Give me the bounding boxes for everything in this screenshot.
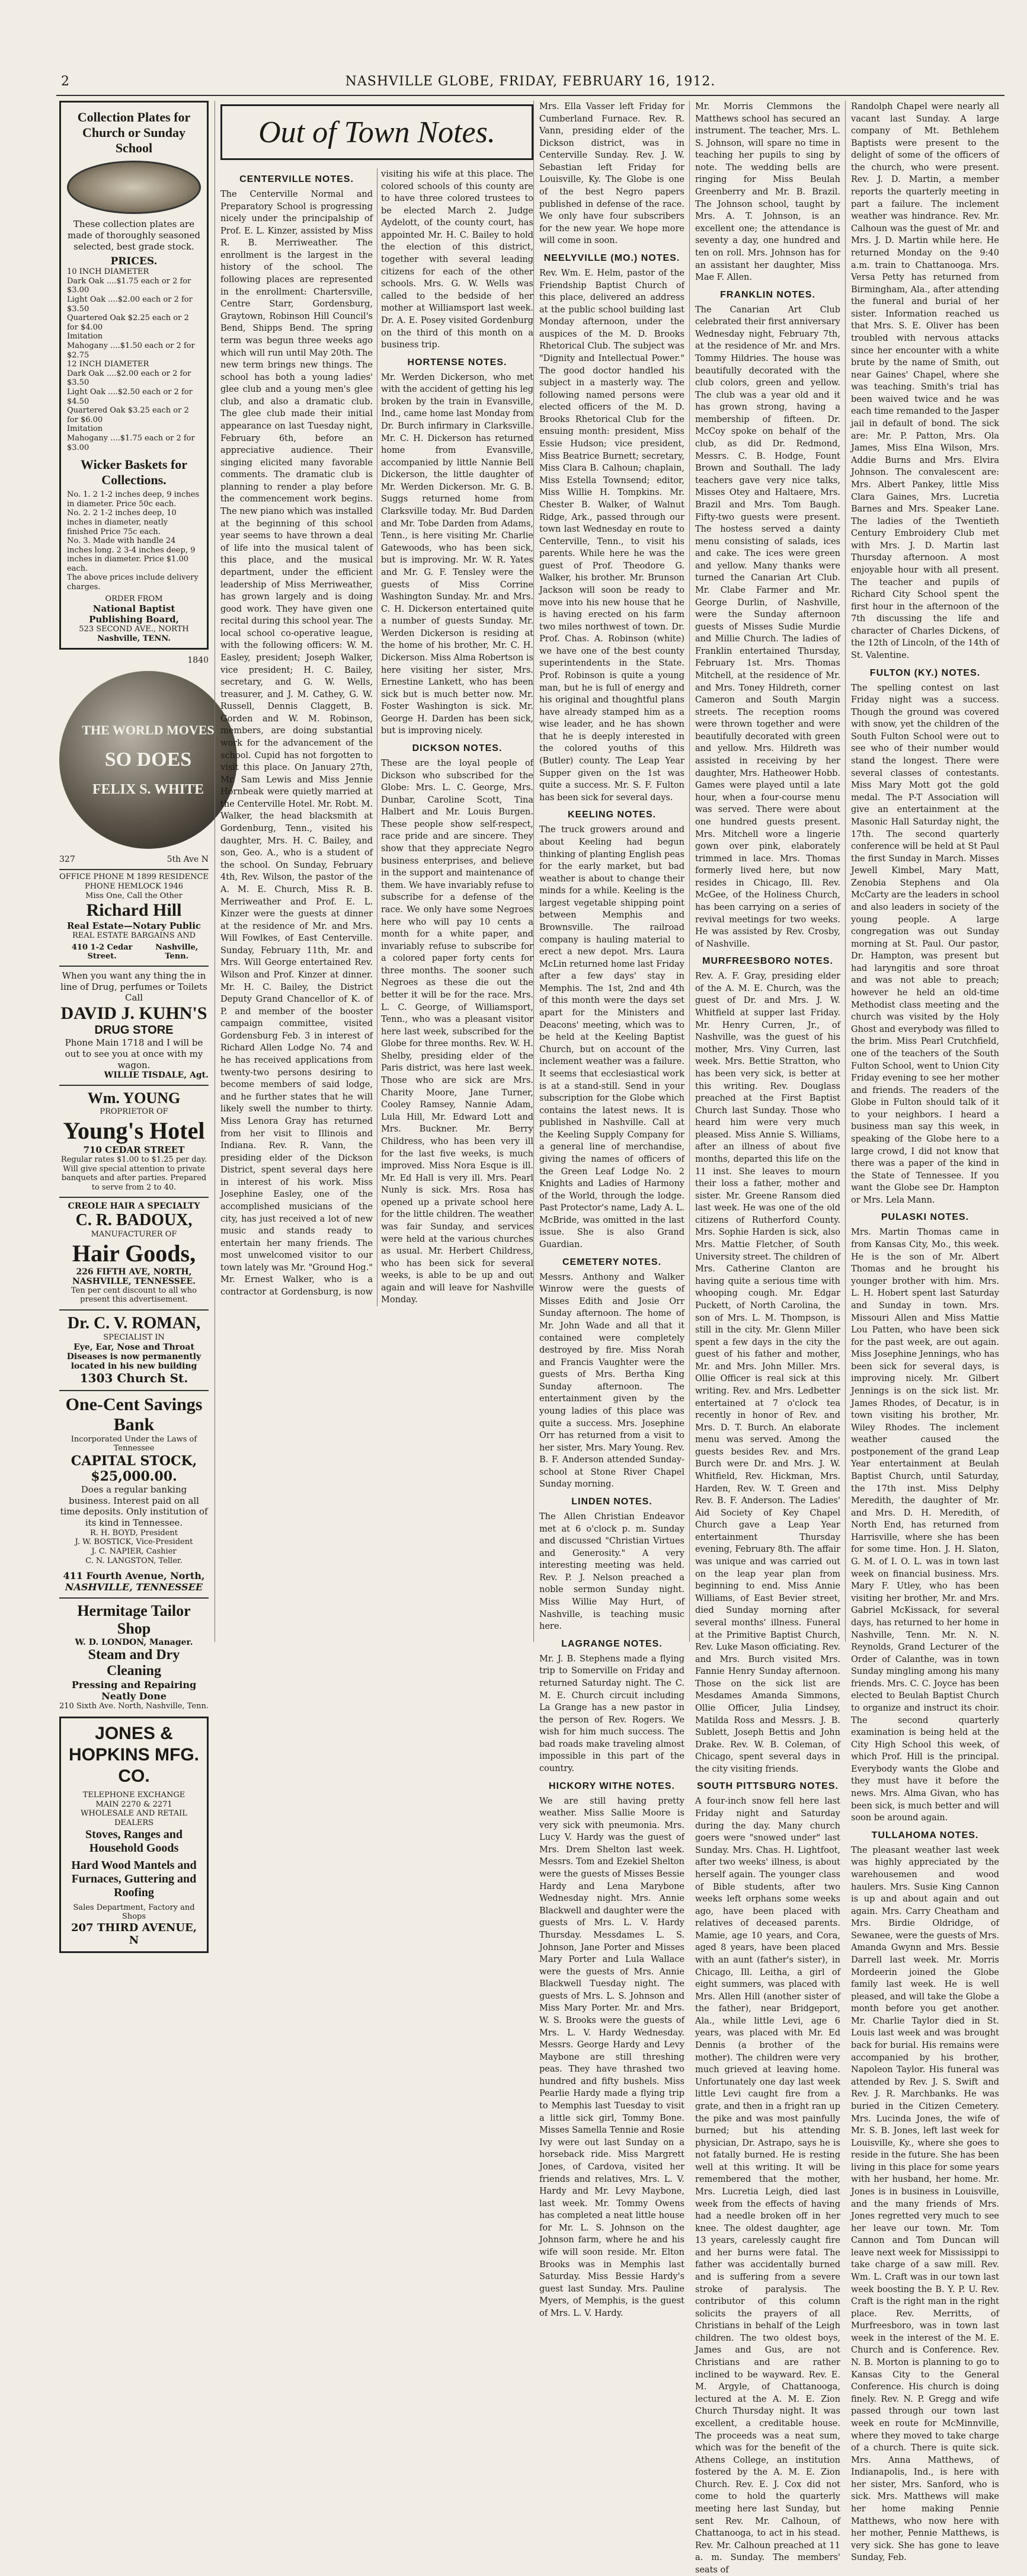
article-text: The Canarian Art Club celebrated their first anniversary Wednesday night, February 7th, at the residence of Mr. and Mrs. Tommy Hildries. The house was beautifully decorated with the club colors, green and yellow. The club was a year old and it has grown strong, having a membership of fifteen. Dr. McCoy spoke on behalf of the club, as did Dr. Redmond, Messrs. C. B. Hodge, Fount Brown and Southall. The lady teachers gave very nice talks, Misses Otey and Haltaere, Mrs. Brazil and Mrs. Tom Baugh. Fifty-two guests were present. The hostess served a dainty menu consisting of salads, ices and cake. The ices were green and yellow. Many thanks were turned the Canarian Art Club. Mr. Clabe Farmer and Mr. George Durlin, of Nashville, were the Sunday afternoon guests of Misses Sudie Murdie and Millie Church. The ladies of Franklin entertained Thursday, February 1st. Mrs. Thomas Mitchell, at the residence of Mr. and Mrs. Toney Hildreth, corner Cameron and South Margin streets. The reception rooms were thrown together and were beautifully decorated with green and yellow. Mrs. Hildreth was assisted in receiving by her daughter, Mrs. Hatheower Hobb. Games were played until a late hour, when a four-course menu was served. There were about one hundred guests present. Mrs. Mitchell wore a lingerie gown over pink, elaborately trimmed in lace. Mrs. Thomas formerly lived here, but now resides in Chicago, Ill. Rev. McGee, of the Holiness Church, has been carrying on a series of revival meetings for two weeks. He was assisted by Rev. Crosby, of Nashville. bbox=[695, 305, 840, 949]
basket-line: No. 3. Made with handle 24 inches long. 2 3-4 inches deep, 9 inches in diameter. Price $1.00 each. bbox=[67, 536, 196, 573]
hotel-name: Young's Hotel bbox=[63, 1117, 205, 1144]
order-from: ORDER FROM bbox=[105, 594, 163, 603]
youngs-hotel-ad bbox=[59, 1085, 209, 1192]
section-heading: PULASKI NOTES. bbox=[881, 1212, 970, 1223]
bank-banking: Does a regular banking business. Interest paid on all time deposits. Only institution of its kind in Tennessee. bbox=[60, 1484, 208, 1529]
price-line: Quartered Oak $3.25 each or 2 for $6.00 bbox=[67, 406, 189, 424]
masthead bbox=[56, 74, 1004, 91]
masthead-rule bbox=[56, 95, 1004, 96]
tailor-name: Hermitage Tailor Shop bbox=[77, 1602, 191, 1638]
section-heading: NEELYVILLE (MO.) NOTES. bbox=[543, 253, 680, 263]
price-line: 12 INCH DIAMETER bbox=[67, 360, 149, 369]
hill-name: Richard Hill bbox=[86, 900, 182, 921]
bank-officer: J. W. BOSTICK, Vice-President bbox=[75, 1538, 193, 1547]
section-heading: TULLAHOMA NOTES. bbox=[871, 1830, 979, 1840]
globe-year: 1840 bbox=[187, 656, 209, 666]
badoux-ad bbox=[59, 1197, 209, 1305]
jones-dealers: WHOLESALE AND RETAIL DEALERS bbox=[81, 1809, 187, 1827]
board-city: Nashville, TENN. bbox=[97, 634, 171, 643]
tailor-mgr: W. D. LONDON, Manager. bbox=[75, 1638, 193, 1648]
badoux-city: NASHVILLE, TENNESSEE. bbox=[72, 1276, 196, 1286]
plates-desc: These collection plates are made of thoroughly seasoned selected, best grade stock. bbox=[67, 219, 201, 252]
bank-city: NASHVILLE, TENNESSEE bbox=[65, 1581, 203, 1593]
article-text: A four-inch snow fell here last Friday night and Saturday during the day. Many church goers were "snowed under" last Sunday. Mrs. Chas. H. Lightfoot, after two weeks' illness, is about herself again. The younger class of Bible students, after two weeks left orphans some weeks ago, have been placed with relatives of deceased parents. Mamie, age 10 years, and Cora, aged 8 years, have been placed with an aunt (father's sister), in Chicago, Ill. Leitha, a girl of eight summers, was placed with Mrs. Allen Hill (another sister of the father), near Bridgeport, Ala., while little Levi, age 6 years, was placed with Mr. Ed Dennis (a brother of the mother). The children were very much grieved at leaving home. Unfortunately one day last week little Levi caught fire from a grate, and then in a fright ran up the pike and was most painfully burned; but his attending physician, Dr. Astrapo, says he is not fatally burned. He is resting well at this writing. It will be remembered that the mother, Mrs. Lucretia Leigh, died last week from the effects of having had a needle broken off in her knee. The oldest daughter, age 13 years, carelessly caught fire and her burns were fatal. The father was accidentally burned and is suffering from a severe stroke of paralysis. The contributor of this column solicits the prayers of all Christians in behalf of the Leigh children. The two oldest boys, James and Gus, are not Christians and are rather inclined to be wayward. Rev. E. M. Argyle, of Chattanooga, lectured at the A. M. E. Zion Church Thursday night. It was excellent, a creditable house. The proceeds was a neat sum, which was for the benefit of the Athens College, an institution fostered by the A. M. E. Zion Church. Rev. E. J. Cox did not come to hold the quarterly meeting here last Sunday, but sent Rev. Mr. Calhoun, of Chattanooga, to act in his stead. Rev. Mr. Calhoun preached at 11 a. m. Sunday. The members' seats of bbox=[695, 1797, 840, 2575]
article-text: Mr. Werden Dickerson, who met with the accident of getting his leg broken by the train in Evansville, Ind., came home last Monday from Dr. Burch infirmary in Clarksville. Mr. C. H. Dickerson has returned home from Evansville, accompanied by little Nannie Bell Dickerson, the little daughter of Mr. Werden Dickerson. Mr. G. B. Suggs returned home from Clarksville today. Mr. Bud Darden and Mr. Tobe Darden from Adams, Tenn., is here visiting Mr. Charlie Gatewoods, who has been sick, but is improving. Mr. W. R. Yates and Mr. G. F. Tensley were the guests of Miss Corrine Washington Sunday. Mr. and Mrs. C. H. Dickerson entertained quite a number of guests Sunday. Mr. Werden Dickerson is residing at the home of his brother, Mr. C. H. Dickerson. Miss Alma Robertson is here visiting her sister, Mrs. Ernestine Lankett, who has been sick but is much better now. Mr. Foster Washington is sick. Mr. George H. Darden has been sick, but is improving nicely. bbox=[381, 372, 533, 736]
news-column-6 bbox=[851, 101, 999, 2563]
section-heading: CEMETERY NOTES. bbox=[562, 1257, 662, 1267]
section-heading: MURFREESBORO NOTES. bbox=[702, 956, 833, 967]
basket-line: No. 2. 2 1-2 inches deep, 10 inches in diameter, neatly finished Price 75c each. bbox=[67, 509, 177, 536]
jones-tel: TELEPHONE EXCHANGE bbox=[82, 1791, 185, 1800]
badoux-product: Hair Goods, bbox=[72, 1239, 196, 1267]
collection-plates-ad bbox=[59, 101, 209, 650]
baskets-title: Wicker Baskets for Collections. bbox=[80, 457, 188, 488]
section-heading: HORTENSE NOTES. bbox=[407, 357, 507, 367]
left-ads-column bbox=[59, 101, 215, 1947]
section-heading: DICKSON NOTES. bbox=[412, 743, 503, 754]
price-line: 10 INCH DIAMETER bbox=[67, 267, 149, 277]
section-heading: FRANKLIN NOTES. bbox=[720, 289, 815, 300]
bank-officer: J. C. NAPIER, Cashier bbox=[91, 1547, 177, 1557]
masthead-title: NASHVILLE GLOBE, FRIDAY, FEBRUARY 16, 1912. bbox=[345, 74, 716, 89]
globe-line3: FELIX S. WHITE bbox=[92, 781, 204, 797]
plates-prices bbox=[67, 267, 201, 452]
badoux-maker: MANUFACTURER OF bbox=[91, 1230, 177, 1239]
article-text: The spelling contest on last Friday night was a success. Though the ground was covered with snow, yet the children of the South Fulton School were out to see who of their number would stand the longest. There were several classes of contestants. Miss Mary Mott got the gold medal. The P-T Association will give an entertainment at the Masonic Hall Saturday night, the 17th. The second quarterly conference will be held at St Paul the first Sunday in March. Misses Jewell Kimbel, Mary Matt, Zenobia Stephens and Ola McCarty are the leaders in school and also leaders in society of the young people. A large congregation was out Sunday morning at St. Paul. Our pastor, Dr. Hampton, was present but had laryngitis and sore throat and was not able to preach; however he held an old-time Methodist class meeting and the church was visited by the Holy Ghost and everybody was filled to the brim. Miss Pearl Crutchfield, one of the teachers of the South Fulton School, went to Union City Friday evening to see her mother and friends. The readers of the Globe in Fulton should talk of it to your neighbors. I heard a business man say this week, in speaking of the Globe here to a large crowd, I did not know that there was a paper of the kind in the State of Tennessee. If you want the Globe see Dr. Hampton or Mrs. Lela Mann. bbox=[851, 683, 999, 1205]
article-text: We are still having pretty weather. Miss Sallie Moore is very sick with pneumonia. Mrs. Lucy V. Hardy was the guest of Mrs. Drem Shelton last week. Messrs. Tom and Ezekiel Shelton were the guests of Misses Bessie Hardy and Lena Marybone Wednesday night. Mrs. Annie Blackwell and daughter were the guests of Mrs. L. V. Hardy Thursday. Messdames L. S. Johnson, Jane Porter and Misses Mary Porter and Lula Wallace were the guests of Mrs. Annie Blackwell Tuesday night. The guests of Mrs. L. S. Johnson and Miss Mary Porter. Mr. and Mrs. W. S. Brooks were the guests of Mrs. L. V. Hardy Wednesday. Messrs. George Hardy and Levy Maybone are still threshing peas. They have thrashed two hundred and fifty bushels. Miss Pearlie Hardy made a flying trip to Memphis last Tuesday to visit a little sick girl, Tommy Bone. Misses Samella Tennie and Rosie Ivy were out last Sunday on a horseback ride. Miss Margrett Jones, of Cardova, visited her friends and relatives, Mrs. L. V. Hardy and Mr. Levy Maybone, last week. Mr. Tommy Owens has completed a neat little house for Mr. L. S. Johnson on the Johnson farm, where he and his wife will soon reside. Mr. Elton Brooks was in Memphis last Saturday. Miss Bessie Hardy's guest last Sunday. Mrs. Pauline Myers, of Memphis, is the guest of Mrs. L. V. Hardy. bbox=[539, 1796, 684, 2318]
column-rule bbox=[533, 101, 534, 1642]
price-line: Quartered Oak $2.25 each or 2 for $4.00 bbox=[67, 314, 189, 332]
article-text: The truck growers around and about Keeling had begun thinking of planting English peas for the early market, but bad weather is about to change their minds for a while. Keeling is the largest vegetable shipping point between Memphis and Brownsville. The railroad company is hauling material to erect a new depot. Mrs. Laura McLin returned home last Friday after a few days' stay in Memphis. The 1st, 2nd and 4th of this month were the days set apart for the Ministers and Deacons' meeting, which was to be held at the Keeling Baptist Church, but on account of the inclement weather was a failure. It seems that ecclesiastical work is at a stand-still. Send in your subscription for the Globe which contains the latest news. It is published in Nashville. Call at the Keeling Supply Company for a general line of merchandise, giving the names of officers of the Green Leaf Lodge No. 2 Knights and Ladies of Harmony of the World, through the lodge. Past Protector's name, Lady A. L. McBride, was omitted in the last issue. She is also Grand Guardian. bbox=[539, 825, 684, 1250]
bank-inc: Incorporated Under the Laws of Tennessee bbox=[71, 1434, 197, 1453]
baskets-lines bbox=[67, 490, 201, 592]
hill-footer bbox=[59, 943, 209, 961]
plates-title: Collection Plates for Church or Sunday School bbox=[77, 110, 191, 155]
article-text: The pleasant weather last week was highly appreciated by the warehousemen and wood haulers. Mrs. Susie King Cannon is up and about again and out again. Mrs. Carry Cheatham and Mrs. Birdie Oldridge, of Sewanee, were the guests of Mrs. Amanda Gwynn and Mrs. Bessie Darrell last week. Mr. Morris Mordeerin joined the Globe family last week. He is well pleased, and will take the Globe a month before you get another. Mr. Charlie Taylor died in St. Louis last week and was brought back for burial. His remains were accompanied by his brother, Napoleon Taylor. His funeral was attended by Rev. J. S. Swift and Rev. J. R. Marchbanks. He was buried in the Citizen Cemetery. Mrs. Lucinda Jones, the wife of Mr. S. B. Jones, left last week for Louisville, Ky., where she goes to reside in the future. She has been living in this place for some years with her husband, her home. Mr. Jones is in business in Louisville, and the many friends of Mrs. Jones regretted very much to see her leave our town. Mr. Tom Cannon and Tom Duncan will leave next week for Mississippi to take charge of a saw mill. Rev. Wm. L. Craft was in our town last week boosting the B. Y. P. U. Rev. Craft is the right man in the right place. Rev. Merritts, of Murfreesboro, was in town last week in the interest of the M. E. Church and is Conference. Rev. N. B. Morton is planning to go to Kansas City to the General Conference. His church is doing finely. Rev. N. P. Gregg and wife passed through our town last week en route for McMinnville, where they moved to take charge of a church. There is quite sick. Mrs. Anna Matthews, of Indianapolis, Ind., is here with her sister, Mrs. Sanford, who is sick. Mrs. Matthews will make her home making Pennie Matthews, who now here with her mother, Pennie Matthews, is very sick. She has gone to leave Sunday, Feb. bbox=[851, 1845, 999, 2563]
hotel-proprietor: PROPRIETOR OF bbox=[100, 1107, 168, 1117]
kuhn-sig: WILLIE TISDALE, Agt. bbox=[104, 1070, 209, 1081]
jones-address: 207 THIRD AVENUE, N bbox=[71, 1921, 197, 1947]
basket-line: No. 1. 2 1-2 inches deep, 9 inches in diameter. Price 50c each. bbox=[67, 490, 200, 509]
section-heading: LINDEN NOTES. bbox=[571, 1497, 652, 1507]
hill-miss: Miss One, Call the Other bbox=[85, 891, 183, 900]
price-line: Imitation bbox=[67, 332, 103, 341]
article-text: Mrs. Ella Vasser left Friday for Cumberland Furnace. Rev. R. Vann, presiding elder of the Dickson district, was in Centerville Sunday. Rev. J. W. Sebastian left Friday for Louisville, Ky. The Globe is one of the best Negro papers published in defense of the race. We only have four subscribers for the new year. We hope more will come in soon. bbox=[539, 102, 684, 246]
bank-address: 411 Fourth Avenue, North, bbox=[63, 1570, 205, 1582]
kuhn-phone: Phone Main 1718 and I will be out to see you at once with my wagon. bbox=[65, 1037, 203, 1070]
jones-goods: Stoves, Ranges and Household Goods bbox=[85, 1827, 183, 1855]
globe-line1: THE WORLD MOVES bbox=[82, 722, 215, 737]
price-line: Dark Oak ....$2.00 each or 2 for $3.50 bbox=[67, 369, 191, 388]
jones-sales: Sales Department, Factory and Shops bbox=[73, 1903, 195, 1922]
page-number: 2 bbox=[61, 74, 69, 89]
hotel-rates: Regular rates $1.00 to $1.25 per day. Will give special attention to private banquets and after parties. Prepared to serve from 2 to 40. bbox=[60, 1155, 207, 1192]
price-line: Light Oak ....$2.50 each or 2 for $4.50 bbox=[67, 387, 193, 406]
article-text: These are the loyal people of Dickson who subscribed for the Globe: Mrs. L. C. George, Mrs. Dunbar, Caroline Scott, Tina Halbert and Mr. Louis Burgen. These people show self-respect, race pride and are sincere. They show that they appreciate Negro business enterprises, and believe in the support and maintenance of them. We have invariably refuse to subscribe for a defense of the race. We only have some Negroes here who will pay 10 cents a month for a white paper, and invariably refuse to subscribe for a colored paper forty cents for three months. The sooner such Negroes as these die out the better it will be for the race. Mrs. L. C. George, of Williamsport, Tenn., who was a pleasant visitor here last week, subscribed for the Globe for three months. Rev. W. H. Shelby, presiding elder of the Paris district, was here last week. Those who are sick are Mrs. Charity Moore, Jane Turner, Cooley Ramsey, Nannie Adam, Lula Hill, Mr. Edward Lott and Mrs. Buckner. Mr. Berry Childress, who has been very ill for the last five weeks, is much improved. Miss Nora Esque is ill. Mr. Ed Hall is very ill. Mrs. Pearl Nunly is sick. Mrs. Rosa has opened up a private school here for the little children. The weather was fair Sunday, and services were held at the various churches as usual. Mr. Herbert Childress, who has been sick for several weeks, is able to be up and out again and will leave for Nashville Monday. bbox=[381, 759, 533, 1305]
basket-line: The above prices include delivery charges. bbox=[67, 573, 199, 592]
globe-footer bbox=[59, 855, 209, 864]
hill-bargains: REAL ESTATE BARGAINS AND bbox=[72, 931, 196, 941]
bank-officers bbox=[59, 1529, 209, 1565]
roman-name: Dr. C. V. ROMAN, bbox=[67, 1314, 201, 1333]
bank-capital: CAPITAL STOCK, $25,000.00. bbox=[71, 1453, 197, 1484]
article-text: The Centerville Normal and Preparatory School is progressing nicely under the principalship of Prof. E. L. Kinzer, assisted by Miss R. B. Merriweather. The enrollment is the largest in the history of the school. The following places are represented in the enrollment: Chartersville, Centre Starr, Gordensburg, Graytown, Robinson Hill Council's Bend, Shipps Bend. The spring term was begun three weeks ago which will run until May 20th. The new term brings new things. The school has both a young ladies' glee club and a young men's glee club, and also a dramatic club. The glee club made their initial appearance on last Tuesday night, February 6th, before an appreciative audience. Their singing elicited many favorable comments. The dramatic club is planning to render a play before the commencement work begins. The new piano which was installed at the beginning of this school year seems to have thrown a deal of life into the musical talent of this place, and the musical department, under the efficient leadership of Miss Merriweather, has grown largely and is doing good work. They have given one recital during this school year. The local school co-operative league, with the following officers: W. M. Easley, president; Joseph Walker, vice president; H. C. Bailey, secretary, and G. W. Wells, treasurer, and J. M. Cathey, G. W. Russell, Dennis Claggett, B. Gorden and W. M. Robinson, members, are doing substantial work for the advancement of the school. Cupid has not forgotten to visit this place. On January 27th, Mr. Sam Lewis and Miss Jennie Hornbeak were quietly married at the Centerville Hotel. Mr. Robt. M. Walker, the head blacksmith at Gordenburg, Tenn., visited his daughter, Mrs. H. C. Bailey, and son, Geo. A., who is a student of the school. On Sunday, February 4th, Rev. Wilson, the pastor of the A. M. E. Church, Miss R. B. Merriweather and Prof. E. L. Kinzer were the guests at dinner at the residence of Mr. and Mrs. Will Fowlkes, of East Centerville. Sunday, February 11th, Mr. and Mrs. Will George entertained Rev. Wilson and Prof. Kinzer at dinner. Mr. H. C. Bailey, the District Deputy Grand Chancellor of K. of P. and member of the booster campaign committee, visited Gordensburg Feb. 3 in interest of Richard Allen Lodge No. 74 and he has received applications from twenty-two persons desiring to become members of said lodge, and he further states that he will likely swell the number to thirty. Miss Lenora Gray has returned from her visit to Illinois and Indiana. Rev. R. Vann, the presiding elder of the Dickson District, spent several days here in interest of his work. Miss Josephine Easley, one of the accomplished musicians of the city, has just received a lot of new music and stands ready to entertain her many friends. The most unwelcomed visitor to our town lately was Mr. "Ground Hog." Mr. Ernest Walker, who is a contractor at Gordensburg, is now visiting his wife at this place. The colored schools of this county are to have three colored trustees to be elected March 2. Judge Aydelott, of the county court, has appointed Mr. H. C. Bailey to hold the election of this district, together with several leading citizens for each of the other schools. Mrs. G. W. Wells was called to the bedside of her mother at Williamsport last week. Dr. A. E. Posey visited Gordenburg on the third of this month on a business trip. bbox=[220, 170, 533, 1297]
bank-name: One-Cent Savings Bank bbox=[65, 1394, 203, 1434]
plates-prices-label: PRICES. bbox=[110, 255, 158, 268]
jones-mantels: Hard Wood Mantels and Furnaces, Guttering and Roofing bbox=[71, 1858, 197, 1899]
article-text: Randolph Chapel were nearly all vacant last Sunday. A large company of Mt. Bethlehem Baptists were present to the delight of some of the officers of the church, who were present. Rev. J. D. Martin, a member reports the quarterly meeting in part a failure. The inclement weather was hindrance. Rev. Mr. Calhoun was the guest of Mr. and Mrs. J. D. Martin while here. He returned Monday on the 9:40 a.m. train to Chattanooga. Mrs. Versa Petty has returned from Birmingham, Ala., after attending the funeral and burial of her sister. Information reached us that Mrs. S. E. Oliver has been troubled with nervous attacks since her encounter with a white brute by the name of Smith, out near Gaines' Chapel, where she was teaching. Smith's trial has been waived twice and he was each time remanded to the Jasper jail in default of bond. The sick are: Mr. P. Patton, Mrs. Ola James, Miss Elna Wilson, Mrs. Addie Burns and Mrs. Elvira Johnson. The convalescent are: Mrs. Albert Pankey, little Miss Clara Gaines, Mrs. Lucretia Barnes and Mrs. Speaker Lane. The ladies of the Twentieth Century Embroidery Club met with Mrs. J. D. Martin last Thursday afternoon. A most enjoyable hour with all present. The teacher and pupils of Richard City School spent the first hour in the afternoon of the 7th discussing the life and character of Charles Dickens, of the 12th of Lincoln, of the 14th of St. Valentine. bbox=[851, 102, 999, 661]
tailor-done: Neatly Done bbox=[101, 1690, 167, 1702]
tailor-press: Pressing and Repairing bbox=[71, 1679, 197, 1691]
jones-hopkins-ad bbox=[59, 1717, 209, 1953]
article-text: The Allen Christian Endeavor met at 6 o'clock p. m. Sunday and discussed "Christian Virtues and Generosity." A very interesting meeting was held. Rev. P. J. Nelson preached a noble sermon Sunday night. Miss Willie May Hurt, of Nashville, is teaching music here. bbox=[539, 1512, 684, 1632]
tailor-address: 210 Sixth Ave. North, bbox=[59, 1702, 144, 1711]
publishing-board: National Baptist Publishing Board, bbox=[89, 603, 179, 625]
price-line: Imitation bbox=[67, 424, 103, 434]
badoux-name: C. R. BADOUX, bbox=[75, 1211, 193, 1230]
roman-address: 1303 Church St. bbox=[79, 1370, 188, 1385]
column-rule bbox=[689, 101, 690, 1642]
roman-spec: SPECIALIST IN bbox=[103, 1333, 165, 1343]
hill-phones: OFFICE PHONE M 1899 RESIDENCE PHONE HEMLOCK 1946 bbox=[59, 872, 209, 891]
article-text: Mrs. Martin Thomas came in from Kansas City, Mo., this week. He is the son of Mr. Albert Thomas and he brought his younger brother with him. Mrs. L. H. Hobert spent last Saturday and Sunday in town. Mrs. Missouri Allen and Miss Mattie Lou Patten, who have been sick for the past week, are out again. Miss Josephine Jennings, who has been sick for several days, is improving nicely. Mr. Gilbert Jennings is on the sick list. Mr. James Rhodes, of Decatur, is in town visiting his brother, Mr. Wiley Rhodes. The inclement weather caused the postponement of the grand Leap Year entertainment at Beulah Baptist Church, until Saturday, the 17th inst. Miss Delphy Meredith, the daughter of Mr. and Mrs. D. H. Meredith, of North End, has returned from Harrisville, where she has been for some time. Hon. J. H. Slaton, G. M. of I. O. L. was in town last week on financial business. Mrs. Mary F. Utley, who has been visiting her brother, Mr. and Mrs. Gabriel McKissack, for several days, has returned to her home in Nashville, Tenn. Mr. N. N. Reynolds, Grand Lecturer of the Order of Calanthe, was in town Sunday mingling among his many friends. Mrs. C. C. Joyce has been elected to Beulah Baptist Church to organize and instruct its choir. The second quarterly examination is being held at the City High School this week, of which Prof. Hill is the principal. Everybody wants the Globe and they must have it before the news. Mrs. Alma Givan, who has been sick, is much better and will soon be around again. bbox=[851, 1228, 999, 1823]
news-column-5 bbox=[695, 101, 840, 2575]
hotel-street: 710 CEDAR STREET bbox=[83, 1144, 185, 1155]
roman-ad bbox=[59, 1309, 209, 1385]
article-text: Rev. A. F. Gray, presiding elder of the A. M. E. Church, was the guest of Dr. and Mrs. J. W. Whitfield at supper last Friday. Mr. Henry Curren, Jr., of Nashville, was the guest of his mother, Mrs. Viny Curren, last week. Mrs. Bettie Stratton, who has been very sick, is better at this writing. Rev. Douglass preached at the First Baptist Church last Sunday. Those who heard him were very much pleased. Miss Annie S. Williams, after an illness of about five months, departed this life on the 11 inst. She leaves to mourn their loss a father, mother and sister. Mr. Greene Ransom died last week. He was one of the old citizens of Rutherford County. Mrs. Sophie Harden is sick, also Mrs. Mattie Fletcher, of South University street. The children of Mrs. Catherine Clanton are having quite a serious time with whooping cough. Mr. Edgar Puckett, of North Carolina, the son of Mrs. L. M. Thompson, is still in the city. Mr. Glenn Miller spent a few days in the city the guest of his father and mother, Mr. and Mrs. John Miller. Mrs. Ollie Officer is real sick at this writing. Rev. and Mrs. Ledbetter entertained at 7 o'clock tea recently in honor of Rev. and Mrs. D. T. Burch. An elaborate menu was served. Among the guests besides Rev. and Mrs. Burch were Dr. and Mrs. J. W. Whitfield, Rev. Hickman, Mrs. Harden, Rev. W. T. Green and Rev. B. F. Anderson. The Ladies' Aid Society of Key Chapel Church gave a Leap Year entertainment Thursday evening, February 8th. The affair was unique and was carried out on the leap year plan from beginning to end. Miss Annie Williams, of East Bevier street, died Sunday morning after several months' illness. Funeral at the Primitive Baptist Church, Rev. Luke Mason officiating. Rev. and Mrs. Burch visited Mrs. Fannie Henry Sunday afternoon. Those on the sick list are Mesdames Amanda Simmons, Ollie Officer, Julia Lindsey, Matilda Ross and Messrs. J. B. Sublett, Joseph Bettis and John Drake. Rev. W. B. Coleman, of Chicago, spent several days in the city visiting friends. bbox=[695, 971, 840, 1774]
news-column-3 bbox=[378, 178, 526, 1648]
badoux-tag: CREOLE HAIR A SPECIALTY bbox=[68, 1201, 200, 1212]
tailor-footer bbox=[59, 1702, 209, 1711]
world-globe-image bbox=[59, 671, 237, 849]
hill-city: Nashville, Tenn. bbox=[155, 942, 199, 961]
badoux-note: Ten per cent discount to all who present this advertisement. bbox=[71, 1286, 197, 1305]
collection-plate-image bbox=[67, 161, 201, 214]
article-text: Mr. Morris Clemmons the Matthews school has secured an instrument. The teacher, Mrs. L. S. Johnson, will spare no time in teaching her pupils to sing by note. The wedding bells are ringing for Miss Beulah Greenberry and Mr. B. Brazil. The Johnson school, taught by Mrs. A. T. Johnson, is an excellent one; the attendance is seventy a day, one hundred and ten on roll. Mrs. Johnson has for an assistant her daughter, Miss Mae F. Allen. bbox=[695, 102, 840, 283]
bank-ad bbox=[59, 1390, 209, 1593]
globe-line2: SO DOES bbox=[104, 748, 192, 771]
section-heading: SOUTH PITTSBURG NOTES. bbox=[697, 1781, 839, 1792]
section-heading: LAGRANGE NOTES. bbox=[561, 1638, 663, 1649]
column-rule bbox=[845, 101, 846, 1642]
section-heading: KEELING NOTES. bbox=[567, 810, 657, 820]
out-of-town-banner: Out of Town Notes. bbox=[220, 104, 533, 160]
price-line: Mahogany ....$1.75 each or 2 for $3.00 bbox=[67, 433, 195, 452]
article-text: Mr. J. B. Stephens made a flying trip to Somerville on Friday and returned Saturday night. The C. M. E. Church circuit including La Grange has a new pastor in the person of Rev. Rogers. We wish for him much success. The bad roads make traveling almost impossible in this part of the country. bbox=[539, 1654, 684, 1773]
kuhn-intro: When you want any thing the in line of Drug, perfumes or Toilets Call bbox=[60, 970, 207, 1003]
news-column-4 bbox=[539, 101, 684, 2318]
jones-name: JONES & HOPKINS MFG. CO. bbox=[68, 1724, 199, 1786]
price-line: Dark Oak ....$1.75 each or 2 for $3.00 bbox=[67, 276, 191, 295]
tailor-ad bbox=[59, 1597, 209, 1711]
article-text: Rev. Wm. E. Helm, pastor of the Friendship Baptist Church of this place, delivered an address at the public school building last Monday afternoon, under the auspices of the M. D. Brooks Rhetorical Club. The subject was "Dignity and Intellectual Power." The good doctor handled his subject in a masterly way. The following named persons were elected officers of the M. D. Brooks Rhetorical Club for the ensuing month: president, Miss Essie Hudson; vice president, Miss Beatrice Burnett; secretary, Miss Clara B. Calhoun; chaplain, Miss Estella Townsend; editor, Miss Willie H. Tompkins. Mr. Chester B. Walker, of Walnut Ridge, Ark., passed through our town last Wednesday en route to Centerville, Tenn., to visit his parents. While here he was the guest of Prof. Theodore G. Walker, his brother. Mr. Brunson Jackson will soon be ready to move into his new house that he is having erected on his farm two miles northwest of town. Dr. Prof. Chas. A. Robinson (white) we have one of the best county superintendents in the State. Prof. Robinson is quite a young man, but he is full of energy and his original and thoughtful plans have already stamped him as a wise leader, and he has shown that he is deeply interested in the colored youths of this (Butler) county. The Leap Year Supper given on the 1st was quite a success. Mr. S. F. Fulton has been sick for several days. bbox=[539, 268, 684, 803]
bank-officer: C. N. LANGSTON, Teller. bbox=[85, 1556, 183, 1565]
hotel-owner: Wm. YOUNG bbox=[87, 1089, 181, 1107]
globe-street: 5th Ave N bbox=[167, 855, 209, 865]
kuhn-store: DRUG STORE bbox=[94, 1024, 174, 1037]
kuhn-drug-ad bbox=[59, 966, 209, 1081]
section-heading: FULTON (KY.) NOTES. bbox=[869, 667, 981, 678]
tailor-service: Steam and Dry Cleaning bbox=[88, 1647, 180, 1679]
board-address: 523 SECOND AVE., NORTH bbox=[79, 625, 189, 634]
hill-line: Real Estate—Notary Public bbox=[66, 921, 201, 932]
section-heading: CENTERVILLE NOTES. bbox=[239, 174, 354, 184]
tailor-city: Nashville, Tenn. bbox=[145, 1702, 209, 1711]
price-line: Light Oak ....$2.00 each or 2 for $3.50 bbox=[67, 295, 193, 314]
hill-address: 410 1-2 Cedar Street. bbox=[71, 942, 133, 961]
globe-number: 327 bbox=[59, 855, 75, 865]
jones-main: MAIN 2270 & 2271 bbox=[95, 1800, 172, 1809]
article-text: Messrs. Anthony and Walker Winrow were the guests of Misses Edith and Josie Orr Sunday afternoon. The home of Mr. John Wade and all that it contained were completely destroyed by fire. Miss Norah and Francis Vaughter were the guests of Mrs. Bertha King Sunday afternoon. The entertainment given by the young ladies of this place was quite a success. Mrs. Josephine Orr has returned from a visit to her sister, Mrs. Mary Young. Rev. B. F. Anderson attended Sunday-school at Stone River Chapel Sunday morning. bbox=[539, 1272, 684, 1490]
section-heading: HICKORY WITHE NOTES. bbox=[549, 1781, 675, 1791]
kuhn-name: DAVID J. KUHN'S bbox=[60, 1003, 207, 1024]
richard-hill-ad bbox=[59, 869, 209, 960]
bank-officer: R. H. BOYD, President bbox=[89, 1528, 178, 1538]
price-line: Mahogany ....$1.50 each or 2 for $2.75 bbox=[67, 341, 195, 360]
badoux-address: 226 FIFTH AVE, NORTH, bbox=[76, 1267, 192, 1277]
roman-diseases: Eye, Ear, Nose and Throat Diseases is now permanently located in his new building bbox=[66, 1342, 201, 1371]
